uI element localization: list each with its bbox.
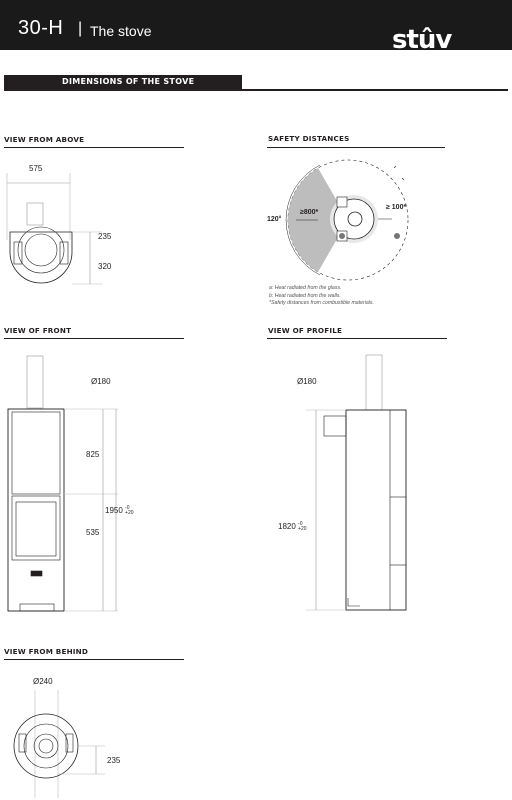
header-subtitle: The stove (90, 23, 152, 39)
dim-above-width: 575 (29, 164, 43, 173)
dim-safety-side: ≥ 100* (386, 204, 407, 211)
dim-profile-tol-top: -0 (298, 521, 303, 527)
dim-safety-angle: 120° (267, 216, 282, 223)
dim-profile-tol-bottom: +20 (298, 526, 307, 532)
dim-profile-height (278, 522, 307, 532)
title-safety: SAFETY DISTANCES (268, 134, 350, 143)
dim-profile-height-value: 1820 (278, 522, 296, 532)
title-view-profile: VIEW OF PROFILE (268, 326, 343, 335)
safety-note-star: *Safety distances from combustible materials. (269, 300, 374, 306)
dim-front-tolerance (125, 506, 133, 516)
title-view-front: VIEW OF FRONT (4, 326, 72, 335)
dim-front-tol-bottom: +20 (125, 510, 134, 516)
dim-safety-front: ≥800* (300, 209, 319, 216)
safety-note-b: b: Heat radiated from the walls. (269, 292, 341, 299)
title-view-above: VIEW FROM ABOVE (4, 135, 85, 144)
dim-front-tol-top: -0 (125, 505, 130, 511)
dim-profile-flue: Ø180 (297, 377, 317, 386)
dim-profile-tolerance (298, 522, 306, 532)
dim-behind-flue: Ø240 (33, 677, 53, 686)
safety-note-a: a: Heat radiated from the glass. (269, 285, 342, 291)
dim-front-lower: 535 (86, 528, 100, 537)
header-separator: | (78, 20, 83, 37)
view-front-drawing (8, 356, 118, 611)
safety-notes (269, 285, 374, 308)
dim-front-height-value: 1950 (105, 506, 123, 516)
dim-behind-depth: 235 (107, 756, 121, 765)
dim-front-upper: 825 (86, 450, 100, 459)
view-behind-drawing (14, 690, 105, 798)
safety-distance-diagram (286, 160, 408, 280)
dim-front-flue: Ø180 (91, 377, 111, 386)
dim-above-depth2: 320 (98, 262, 112, 271)
banner-title: DIMENSIONS OF THE STOVE (62, 77, 195, 86)
view-profile-drawing (306, 355, 406, 610)
dim-above-depth1: 235 (98, 232, 112, 241)
view-above-drawing (7, 173, 102, 284)
model-name: 30-H (18, 17, 64, 39)
title-view-behind: VIEW FROM BEHIND (4, 647, 89, 656)
dim-front-height (105, 506, 134, 516)
brand-wordmark: stûv (392, 25, 452, 55)
